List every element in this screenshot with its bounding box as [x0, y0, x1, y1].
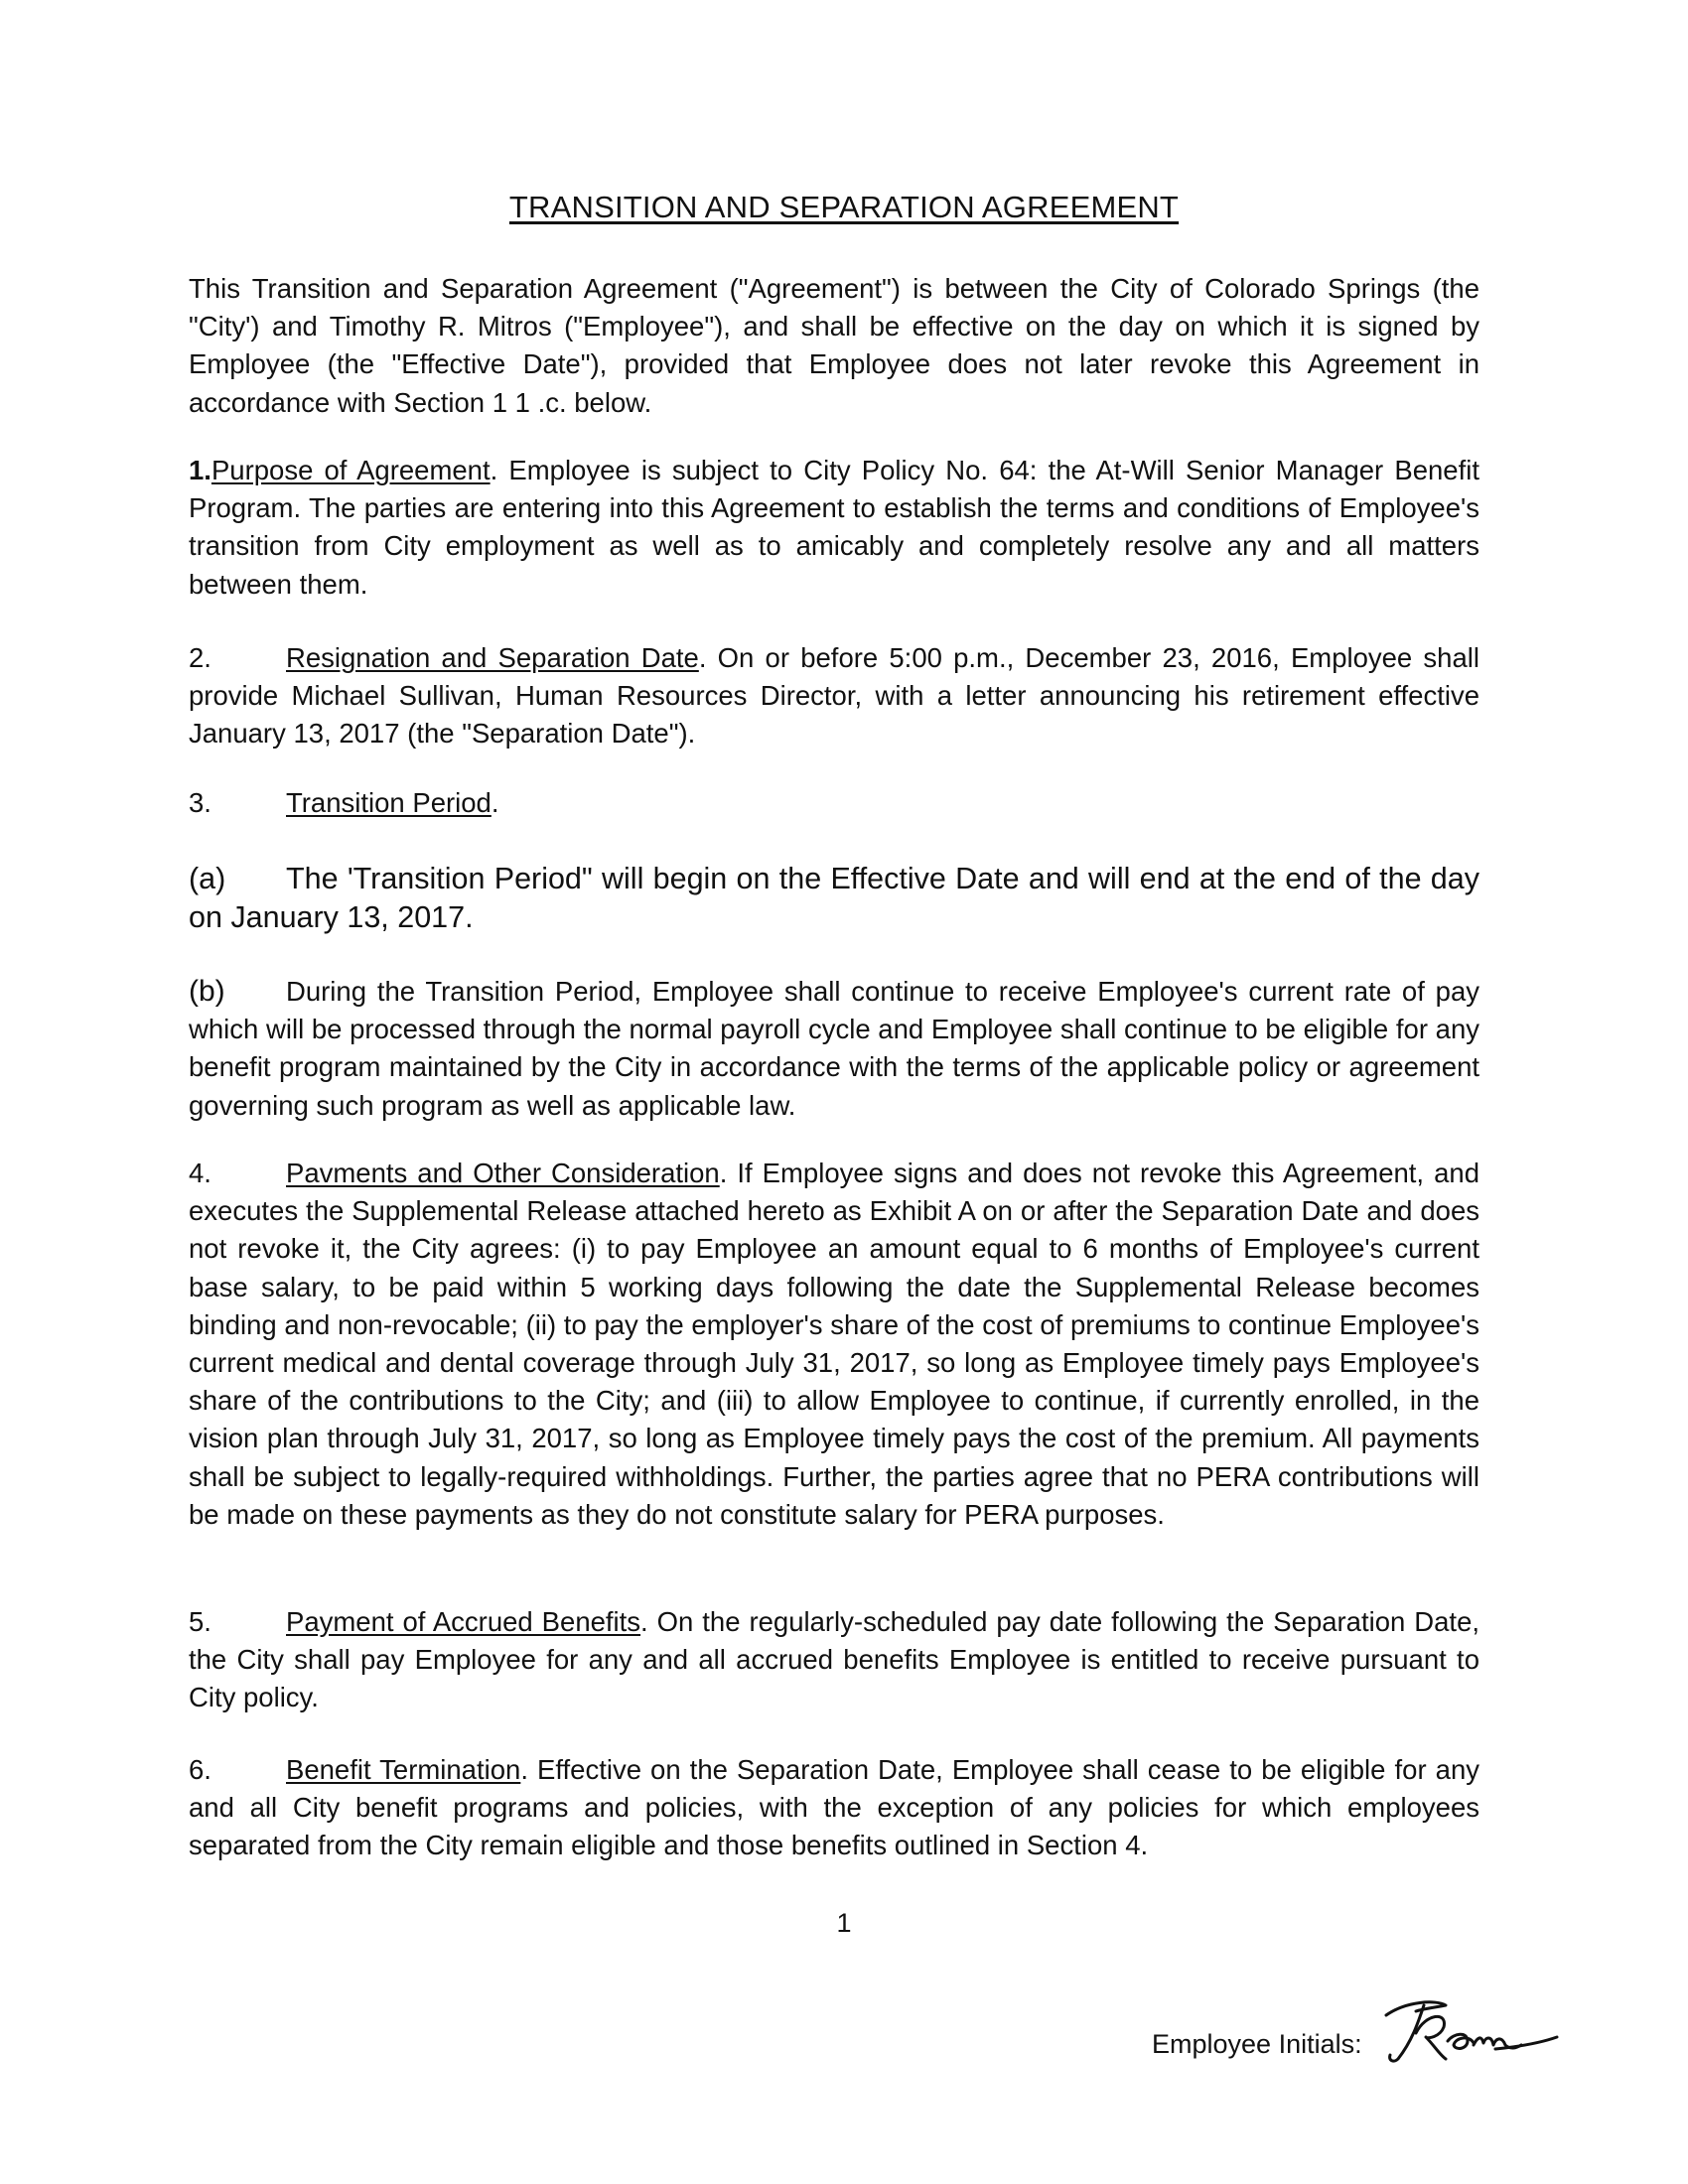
section-number: 6. — [189, 1754, 211, 1785]
document-title: TRANSITION AND SEPARATION AGREEMENT — [508, 190, 1180, 224]
section-3 — [189, 784, 1479, 822]
section-6 — [189, 1751, 1479, 1865]
signature-icon — [1376, 1993, 1565, 2073]
section-number: (a) — [189, 862, 226, 895]
section-text: . — [491, 787, 499, 818]
section-heading: Transition Period — [286, 787, 492, 818]
section-number: 5. — [189, 1606, 211, 1637]
section-3a — [189, 860, 1479, 937]
section-text: . If Employee signs and does not revoke this Agreement, and executes the Supplemental Release attached hereto as Exhibit A on or after the Separation Date and does not revoke it, the City agrees: (i) to pay Employee an amount equal to 6 months of Employee's current base salary, to be paid within 5 working days following the date the Supplemental Release becomes binding and non-revocable; (ii) to pay the employer's share of the cost of premiums to continue Employee's current medical and dental coverage through July 31, 2017, so long as Employee timely pays Employee's share of the contributions to the City; and (iii) to allow Employee to continue, if currently enrolled, in the vision plan through July 31, 2017, so long as Employee timely pays the cost of the premium. All payments shall be subject to legally-required withholdings. Further, the parties agree that no PERA contributions will be made on these payments as they do not constitute salary for PERA purposes. — [189, 1158, 1479, 1530]
section-number: 2. — [189, 642, 211, 673]
section-heading: Benefit Termination — [286, 1754, 521, 1785]
initials-label: Employee Initials: — [1152, 2029, 1362, 2059]
section-text: . On or before 5:00 p.m., December 23, 2016, Employee shall provide Michael Sullivan, Human Resources Director, with a letter announcing his retirement effective January 13, 2017 (the "Separation Date"). — [189, 642, 1479, 750]
page-number: 1 — [836, 1908, 852, 1938]
section-2 — [189, 639, 1479, 753]
section-heading: Purpose of Agreement — [211, 455, 491, 485]
section-4 — [189, 1155, 1479, 1534]
section-5 — [189, 1603, 1479, 1717]
section-text: During the Transition Period, Employee shall continue to receive Employee's current rate of pay which will be processed through the normal payroll cycle and Employee shall continue to be eligible for any benefit program maintained by the City in accordance with the terms of the applicable policy or agreement governing such program as well as applicable law. — [189, 976, 1479, 1121]
section-text: . On the regularly-scheduled pay date following the Separation Date, the City shall pay Employee for any and all accrued benefits Employee is entitled to receive pursuant to City policy. — [189, 1606, 1479, 1713]
section-text: The 'Transition Period" will begin on the Effective Date and will end at the end of the day on January 13, 2017. — [189, 862, 1479, 934]
section-number: 4. — [189, 1158, 211, 1188]
section-1 — [189, 452, 1479, 604]
section-heading: Resignation and Separation Date — [286, 642, 699, 673]
section-number: (b) — [189, 975, 225, 1008]
section-number: 3. — [189, 787, 211, 818]
section-3b — [189, 973, 1479, 1125]
intro-paragraph: This Transition and Separation Agreement ("Agreement") is between the City of Colorado Springs (the "City') and Timothy R. Mitros ("Employee"), and shall be effective on the day on which it is signed by Employee (the "Effective Date"), provided that Employee does not later revoke this Agreement in accordance with Section 1 1 .c. below. — [189, 273, 1479, 418]
employee-initials — [1152, 1993, 1565, 2059]
section-heading: Pavments and Other Consideration — [286, 1158, 720, 1188]
section-number: 1. — [189, 455, 211, 485]
section-text: . Employee is subject to City Policy No. 64: the At-Will Senior Manager Benefit Program. The parties are entering into this Agreement to establish the terms and conditions of Employee's transition from City employment as well as to amicably and completely resolve any and all matters between them. — [189, 455, 1479, 600]
section-heading: Payment of Accrued Benefits — [286, 1606, 641, 1637]
section-text: . Effective on the Separation Date, Employee shall cease to be eligible for any and all City benefit programs and policies, with the exception of any policies for which employees separated from the City remain eligible and those benefits outlined in Section 4. — [189, 1754, 1479, 1861]
